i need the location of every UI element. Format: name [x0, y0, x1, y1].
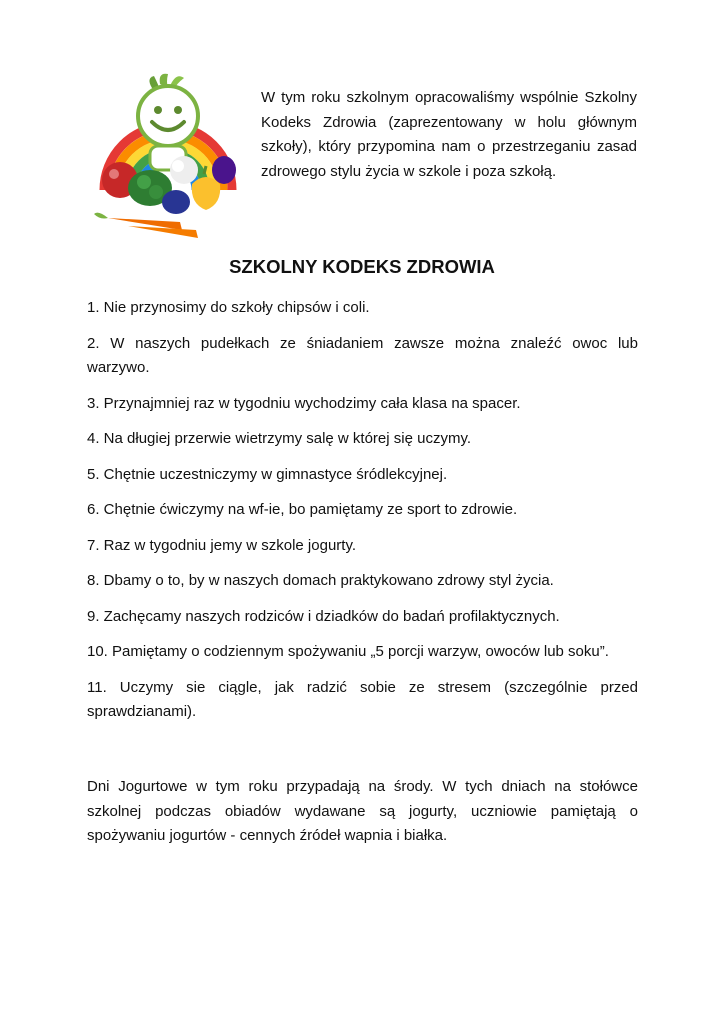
rule-item: 5. Chętnie uczestniczymy w gimnastyce śródlekcyjnej.: [87, 465, 448, 483]
intro-paragraph: W tym roku szkolnym opracowaliśmy wspólnie Szkolny Kodeks Zdrowia (zaprezentowany w holu głównym szkoły), który przypomina nam o przestrzeganiu zasad zdrowego stylu życia w szkole i poza szkołą.: [261, 89, 637, 180]
rule-item: 3. Przynajmniej raz w tygodniu wychodzimy cała klasa na spacer.: [87, 394, 521, 412]
rule-item: 6. Chętnie ćwiczymy na wf-ie, bo pamiętamy ze sport to zdrowie.: [87, 501, 518, 518]
page-title: SZKOLNY KODEKS ZDROWIA: [229, 256, 495, 277]
rule-item: 8. Dbamy o to, by w naszych domach praktykowano zdrowy styl życia.: [87, 572, 554, 589]
rules-list: [87, 296, 638, 736]
rule-item: 11. Uczymy sie ciągle, jak radzić sobie ze stresem (szczególnie przed sprawdzianami).: [87, 678, 638, 720]
vegetable-smiley-logo-icon: [88, 70, 248, 240]
closing-paragraph: Dni Jogurtowe w tym roku przypadają na środy. W tych dniach na stołówce szkolnej podczas obiadów wydawane są jogurty, uczniowie pamiętają o spożywaniu jogurtów - cennych źródeł wapnia i białka.: [87, 778, 638, 844]
rule-item: 1. Nie przynosimy do szkoły chipsów i coli.: [87, 299, 370, 316]
rule-item: 9. Zachęcamy naszych rodziców i dziadków do badań profilaktycznych.: [87, 607, 560, 625]
rule-item: 2. W naszych pudełkach ze śniadaniem zawsze można znaleźć owoc lub warzywo.: [87, 334, 638, 376]
rule-item: 10. Pamiętamy o codziennym spożywaniu „5 porcji warzyw, owoców lub soku”.: [87, 643, 609, 660]
rule-item: 4. Na długiej przerwie wietrzymy salę w której się uczymy.: [87, 430, 472, 447]
rule-item: 7. Raz w tygodniu jemy w szkole jogurty.: [87, 536, 356, 554]
